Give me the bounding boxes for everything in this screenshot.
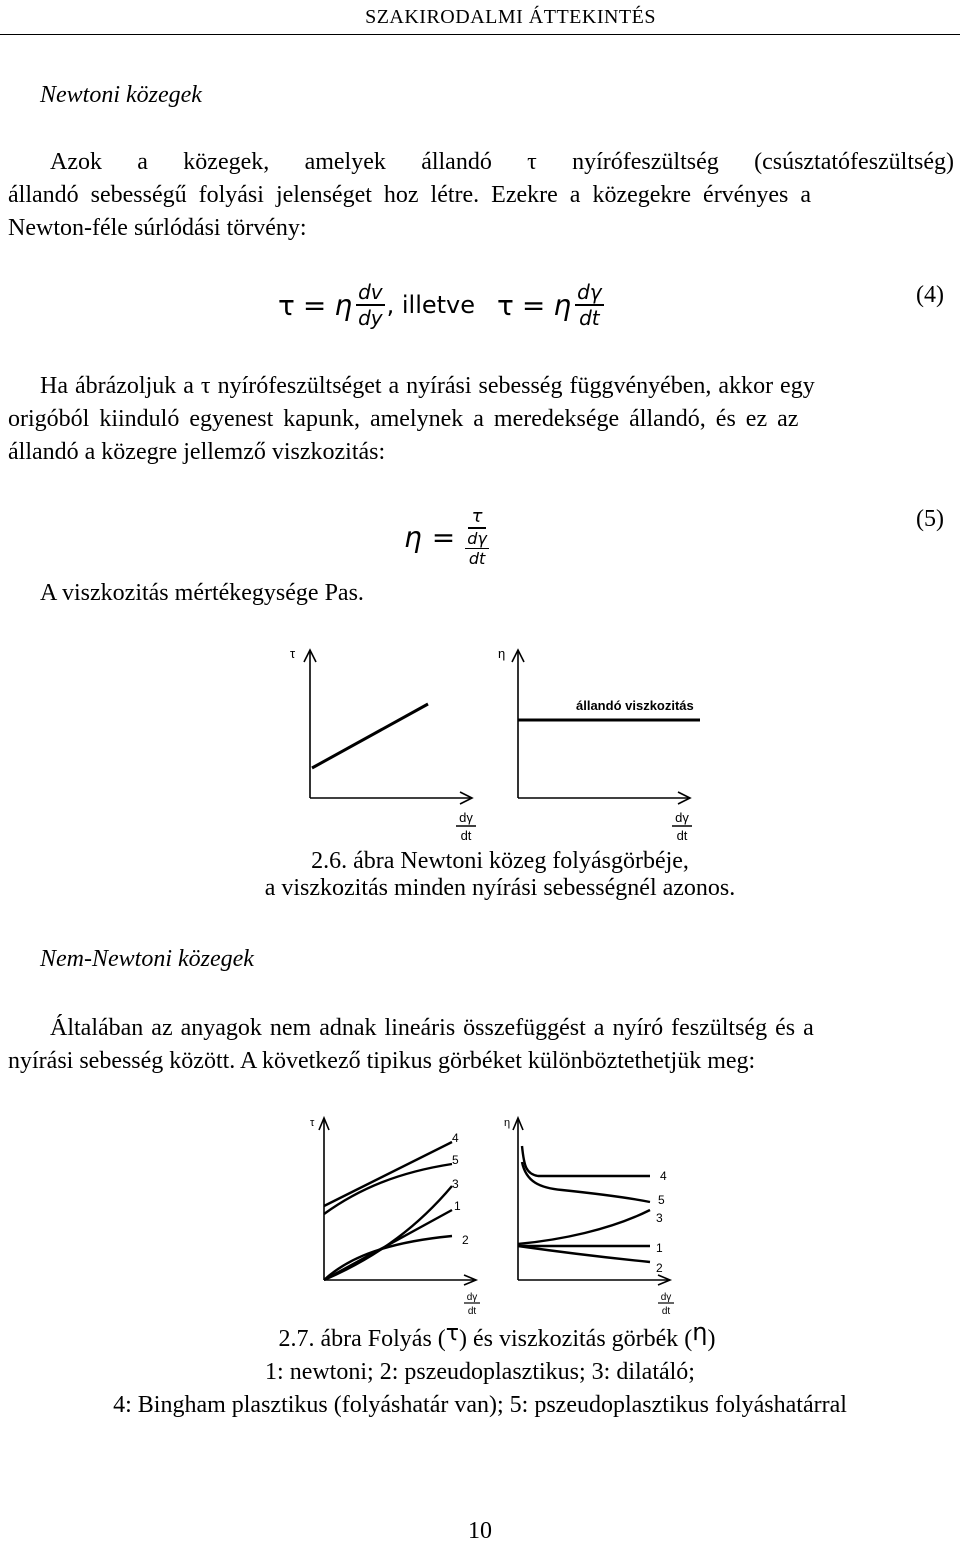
caption-line: 1: newtoni; 2: pszeudoplasztikus; 3: dilatáló; [265, 1359, 695, 1385]
figure-2-7 [300, 1106, 700, 1318]
eq-fraction-num: dγ [467, 529, 487, 548]
fig27-right-x-den: dt [661, 1306, 671, 1317]
caption-line: a viszkozitás minden nyírási sebességnél azonos. [264, 875, 736, 901]
equation-number-5: (5) [916, 506, 944, 532]
eq-text: , illetve [386, 291, 476, 319]
eq-fraction-den: dy [358, 306, 383, 330]
paragraph-non-newtonian [8, 1012, 954, 1078]
fig26-left-x-den: dt [460, 828, 472, 843]
unit-line: A viszkozitás mértékegysége Pas. [40, 580, 364, 606]
fig26-right-y-label: η [498, 646, 506, 661]
fig27-visc-curve-4 [522, 1146, 650, 1176]
paragraph-line: állandó a közegre jellemző viszkozitás: [8, 439, 386, 465]
eq-fraction-den: dt [468, 549, 486, 568]
paragraph-line: Általában az anyagok nem adnak lineáris összefüggést a nyíró feszültség és a [50, 1015, 814, 1041]
fig26-constant-label: állandó viszkozitás [576, 698, 694, 713]
eq-symbol: = [302, 288, 327, 322]
caption-line: 2.6. ábra Newtoni közeg folyásgörbéje, [311, 848, 689, 874]
fig27-visc-curve-5 [522, 1162, 650, 1202]
eq-fraction-num: dγ [577, 280, 602, 304]
paragraph-viscosity [8, 370, 954, 469]
fig26-right-x-num: dγ [675, 810, 689, 825]
page-header [0, 0, 960, 35]
page-number: 10 [468, 1518, 492, 1544]
paragraph-line: állandó sebességű folyási jelenséget hoz létre. Ezekre a közegekre érvényes a [8, 182, 811, 208]
eq-fraction-den [465, 529, 489, 568]
paragraph-line: nyírási sebesség között. A következő tipikus görbéket különböztethetjük meg: [8, 1048, 756, 1074]
fig27-left-curve-label: 5 [452, 1153, 459, 1167]
fig27-right-curve-label: 3 [656, 1211, 663, 1225]
eq-fraction [465, 506, 489, 568]
fig26-left-y-label: τ [290, 646, 296, 661]
fig27-visc-curve-3 [518, 1210, 650, 1244]
eq-symbol: = [521, 288, 546, 322]
fig27-right-curve-label: 1 [656, 1241, 663, 1255]
eq-fraction-num: dv [358, 280, 383, 304]
eq-fraction [356, 280, 385, 330]
paragraph-line: Ha ábrázoljuk a τ nyírófeszültséget a nyírási sebesség függvényében, akkor egy [40, 373, 815, 399]
eq-symbol: η [553, 288, 572, 322]
fig27-left-curve-label: 1 [454, 1199, 461, 1213]
caption-text: ) [707, 1326, 716, 1352]
fig27-visc-curve-2 [518, 1246, 650, 1262]
caption-eta-symbol: η [692, 1318, 708, 1346]
figure-2-7-caption [0, 1318, 960, 1422]
fig27-right-curve-label: 2 [656, 1261, 663, 1275]
fig26-left-x-num: dγ [459, 810, 473, 825]
section-title-newtoni: Newtoni közegek [40, 82, 202, 108]
paragraph-line: Newton-féle súrlódási törvény: [8, 215, 307, 241]
eq-symbol: η [334, 288, 353, 322]
fig27-flow-curve-2 [324, 1236, 452, 1280]
fig27-right-curve-label: 5 [658, 1193, 665, 1207]
eq-fraction-den: dt [579, 306, 600, 330]
figure-2-6 [280, 640, 720, 850]
fig26-newtonian-line [312, 704, 428, 768]
eq-fraction-num: τ [468, 506, 487, 529]
paragraph-line: origóból kiinduló egyenest kapunk, amelynek a meredeksége állandó, és ez az [8, 406, 799, 432]
fig26-right-axes [512, 650, 690, 804]
fig27-left-curve-label: 3 [452, 1177, 459, 1191]
fig27-flow-curve-4 [324, 1142, 452, 1206]
section-title-nem-newtoni: Nem-Newtoni közegek [40, 946, 254, 972]
fig27-left-y-label: τ [310, 1117, 315, 1129]
fig26-right-x-den: dt [676, 828, 688, 843]
eq-fraction [575, 280, 604, 330]
header-title: SZAKIRODALMI ÁTTEKINTÉS [365, 6, 656, 28]
caption-line [0, 1318, 960, 1356]
fig27-flow-curve-1 [324, 1210, 452, 1280]
fig27-right-x-num: dγ [660, 1292, 672, 1303]
fig27-left-curve-label: 2 [462, 1233, 469, 1247]
caption-text: 2.7. ábra Folyás ( [278, 1326, 446, 1352]
paragraph-intro [8, 146, 954, 245]
eq-symbol: τ [497, 288, 514, 322]
equation-5 [404, 500, 489, 574]
fig27-right-curve-label: 4 [660, 1169, 667, 1183]
caption-text: ) és viszkozitás görbék ( [459, 1326, 693, 1352]
eq-symbol: τ [278, 288, 295, 322]
eq-symbol: = [431, 520, 456, 554]
caption-line: 4: Bingham plasztikus (folyáshatár van); 5: pszeudoplasztikus folyáshatárral [113, 1392, 847, 1418]
eq-symbol: η [404, 520, 422, 554]
figure-2-6-caption [180, 848, 820, 902]
fig27-left-x-den: dt [467, 1306, 477, 1317]
fig27-left-x-num: dγ [466, 1292, 478, 1303]
caption-tau-symbol: τ [445, 1321, 460, 1346]
equation-number-4: (4) [916, 282, 944, 308]
fig27-right-y-label: η [504, 1117, 511, 1129]
equation-4 [278, 272, 604, 338]
fig27-left-curve-label: 4 [452, 1131, 459, 1145]
paragraph-line: Azok a közegek, amelyek állandó τ nyírófeszültség (csúsztatófeszültség) [50, 149, 954, 175]
